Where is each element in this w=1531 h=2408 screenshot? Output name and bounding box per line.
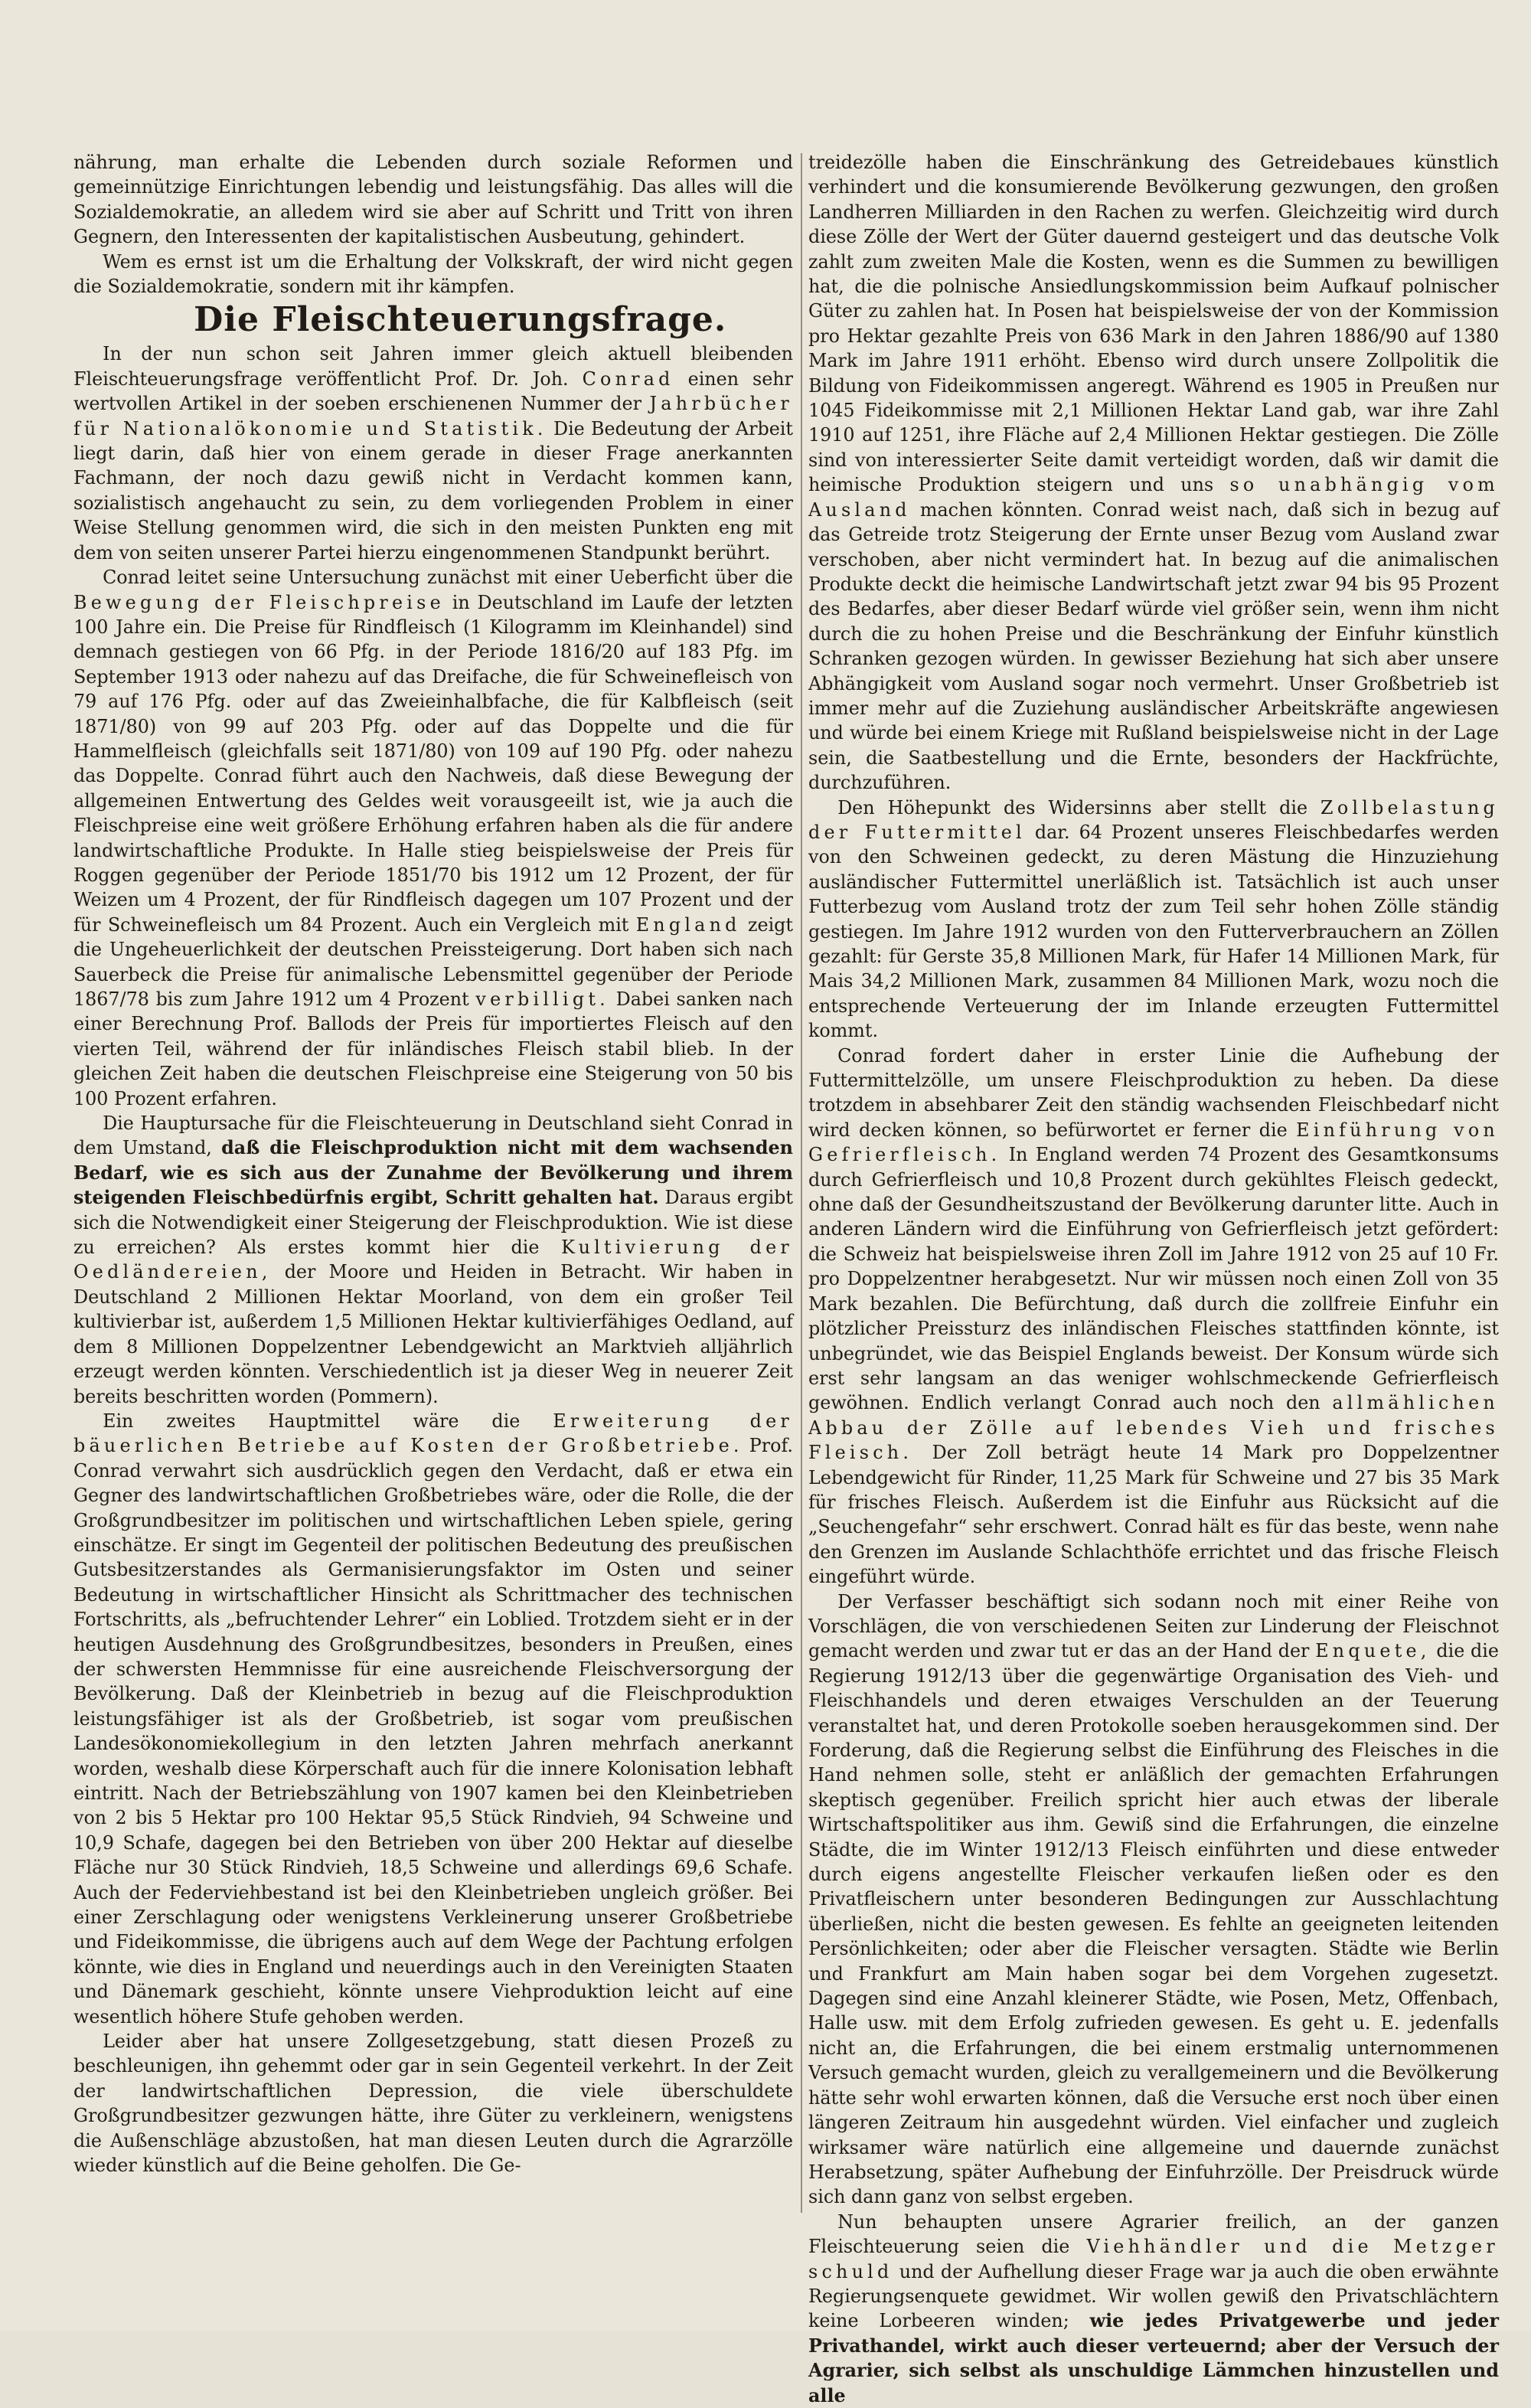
text: der Moore und Heiden in Betracht. Wir haben in Deutschland 2 Millionen Hektar Moorland, von dem ein großer Teil kultivierbar ist, außerdem 1,5 Millionen Hektar kultivierfähiges Oedland, auf dem 8 Millionen Doppelzentner Lebendgewicht an Marktvieh alljährlich erzeugt werden könnten. Verschiedentlich ist ja dieser Weg in neuerer Zeit bereits beschritten worden (Pommern). <box>73 1261 793 1407</box>
text: Prof. Conrad verwahrt sich ausdrücklich gegen den Verdacht, daß er etwa ein Gegner des landwirtschaftlichen Großbetriebes wäre, oder die Rolle, die der Großgrundbesitzer im politischen und wirtschaftlichen Leben spiele, gering einschätze. Er singt im Gegenteil der politischen Bedeutung des preußischen Gutsbesitzerstandes als Germanisierungsfaktor im Osten und seiner Bedeutung in wirtschaftlicher Hinsicht als Schrittmacher des technischen Fortschritts, als „befruchtender Lehrer“ ein Loblied. Trotzdem sieht er in der heutigen Ausdehnung des Großgrundbesitzes, besonders in Preußen, eines der schwersten Hemmnisse für eine ausreichende Fleischversorgung der Bevölkerung. Daß der Kleinbetrieb in bezug auf die Fleischproduktion leistungsfähiger ist als der Großbetrieb, ist sogar vom preußischen Landesökonomiekollegium in den letzten Jahren mehrfach anerkannt worden, weshalb diese Körperschaft auch für die innere Kolonisation lebhaft eintritt. Nach der Betriebszählung von 1907 kamen bei den Kleinbetrieben von 2 bis 5 Hektar pro 100 Hektar 95,5 Stück Rindvieh, 94 Schweine und 10,9 Schafe, dagegen bei den Betrieben von über 200 Hektar auf dieselbe Fläche nur 30 Stück Rindvieh, 18,5 Schweine und allerdings 69,6 Schafe. Auch der Federviehbestand ist bei den Kleinbetrieben ungleich größer. Bei einer Zerschlagung oder wenigstens Verkleinerung unserer Großbetriebe und Fideikommisse, die übrigens auch auf dem Wege der Pachtung erfolgen könnte, wie dies in England und neuerdings auch in den Vereinigten Staaten und Dänemark geschieht, könnte unsere Viehproduktion leicht auf eine wesentlich höhere Stufe gehoben werden. <box>73 1435 793 2027</box>
text: Conrad leitet seine Untersuchung zunächst mit einer Ueberficht über die <box>103 567 793 589</box>
text: In der nun schon seit Jahren immer gleich aktuell bleibenden Fleischteuerungsfrage veröffentlicht Prof. Dr. Joh. <box>73 343 793 390</box>
emphasis-spaced: verbilligt. <box>475 988 609 1010</box>
text: Ein zweites Hauptmittel wäre die <box>103 1410 521 1432</box>
right-column <box>808 150 1499 2408</box>
article-headline: Die Fleischteuerungsfrage. <box>194 300 727 340</box>
emphasis-spaced: allmählichen Abbau der Zölle auf lebendes Vieh und frisches Fleisch. <box>808 1392 1499 1464</box>
author-name: Conrad <box>582 368 674 390</box>
text: Die Bedeutung der Arbeit liegt darin, daß hier von einem gerade in dieser Frage anerkannten Fachmann, der noch dazu gewiß nicht in Verdacht kommen kann, sozialistisch angehaucht zu sein, zu dem vorliegenden Problem in einer Weise Stellung genommen wird, die sich in den meisten Punkten eng mit dem von seiten unserer Partei hierzu eingenommenen Standpunkt berührt. <box>73 417 793 564</box>
text: Daraus ergibt sich die Notwendigkeit einer Steigerung der Fleischproduktion. Wie ist diese zu erreichen? Als erstes kommt hier die <box>73 1187 793 1259</box>
emphasis-spaced: so unabhängig vom Ausland <box>808 474 1499 521</box>
paragraph <box>73 1111 793 1409</box>
column-divider <box>801 153 802 2213</box>
text: die die Regierung 1912/13 über die gegenwärtige Organisation des Vieh- und Fleischhandels und deren etwaiges Verschulden an der Teuerung veranstaltet hat, und deren Protokolle soeben herausgekommen sind. Der Forderung, daß die Regierung selbst die Einführung des Fleisches in die Hand nehmen solle, steht er anläßlich der gemachten Erfahrungen skeptisch gegenüber. Freilich spricht hier auch etwas der liberale Wirtschaftspolitiker aus ihm. Gewiß sind die Erfahrungen, die einzelne Städte, die im Winter 1912/13 Fleisch einführten und diese entweder durch eigens angestellte Fleischer verkaufen ließen oder es den Privatfleischern unter besonderen Bedingungen zur Ausschlachtung überließen, nicht die besten gewesen. Es fehlte an geeigneten leitenden Persönlichkeiten; oder aber die Fleischer versagten. Städte wie Berlin und Frankfurt am Main haben sogar bei dem Vorgehen zugesetzt. Dagegen sind eine Anzahl kleinerer Städte, wie Posen, Metz, Offenbach, Halle usw. mit dem Erfolg zufrieden gewesen. Es geht u. E. jedenfalls nicht an, die Erfahrungen, die bei einem erstmalig unternommenen Versuch gemacht wurden, gleich zu verallgemeinern und die Bevölkerung hätte sehr wohl erwarten können, daß die Versuche erst noch über einen längeren Zeitraum hin ausgedehnt würden. Viel einfacher und zugleich wirksamer wäre natürlich eine allgemeine und dauernde zunächst Herabsetzung, später Aufhebung der Einfuhrzölle. Der Preisdruck würde sich dann ganz von selbst ergeben. <box>808 1640 1499 2208</box>
emphasis-spaced: Enquete, <box>1315 1640 1431 1662</box>
emphasis-spaced: Bewegung der Fleischpreise <box>73 591 445 613</box>
text: Den Höhepunkt des Widersinns aber stellt die <box>837 796 1308 818</box>
paragraph: nährung, man erhalte die Lebenden durch soziale Reformen und gemeinnützige Einrichtungen lebendig und leistungsfähig. Das alles will die Sozialdemokratie, an alledem wird sie aber auf Schritt und Tritt von ihren Gegnern, den Interessenten der kapitalistischen Ausbeutung, gehindert. <box>73 152 793 248</box>
text: Nun behaupten unsere Agrarier freilich, an der ganzen Fleischteuerung seien die <box>808 2210 1499 2258</box>
paragraph <box>73 1409 793 2029</box>
text: Die Hauptursache für die Fleischteuerung in Deutschland sieht Conrad in dem Umstand, <box>73 1113 793 1159</box>
paragraph: Wem es ernst ist um die Erhaltung der Volkskraft, der wird nicht gegen die Sozialdemokratie, sondern mit ihr kämpfen. <box>73 250 793 298</box>
text: einen sehr wertvollen Artikel in der soeben erschienenen Nummer der <box>73 368 793 415</box>
text: und der Aufhellung dieser Frage war ja auch die oben erwähnte Regierungsenquete gewidmet. Wir wollen gewiß den Privatschlächtern keine Lorbeeren winden; <box>808 2260 1499 2332</box>
text: Dabei sanken nach einer Berechnung Prof. Ballods der Preis für importiertes Fleisch auf den vierten Teil, während der für inländisches Fleisch stabil blieb. In der gleichen Zeit haben die deutschen Fleischpreise eine Steigerung von 50 bis 100 Prozent erfahren. <box>73 988 793 1109</box>
paragraph <box>808 150 1499 796</box>
text: Conrad fordert daher in erster Linie die Aufhebung der Futtermittelzölle, um unsere Fleischproduktion zu heben. Da diese trotzdem in absehbarer Zeit den ständig wachsenden Fleischbedarf nicht wird decken können, so befürwortet er ferner die <box>808 1044 1499 1141</box>
emphasis-spaced: Erweiterung der bäuerlichen Betriebe auf Kosten der Großbetriebe. <box>73 1410 793 1457</box>
text: in Deutschland im Laufe der letzten 100 Jahre ein. Die Preise für Rindfleisch (1 Kilogramm im Kleinhandel) sind demnach gestiegen von 66 Pfg. in der Periode 1816/20 auf 183 Pfg. im September 1913 oder nahezu auf das Dreifache, die für Schweinefleisch von 79 auf 176 Pfg. oder auf das Zweieinhalbfache, die für Kalbfleisch (seit 1871/80) von 99 auf 203 Pfg. oder auf das Doppelte und die für Hammelfleisch (gleichfalls seit 1871/80) von 109 auf 190 Pfg. oder nahezu das Doppelte. Conrad führt auch den Nachweis, daß diese Bewegung der allgemeinen Entwertung des Geldes weit vorausgeeilt ist, wie ja auch die Fleischpreise eine weit größere Erhöhung erfahren haben als die für andere landwirtschaftliche Produkte. In Halle stieg beispielsweise der Preis für Roggen gegenüber der Periode 1851/70 bis 1912 um 12 Prozent, der für Weizen um 4 Prozent, der für Rindfleisch dagegen um 107 Prozent und der für Schweinefleisch um 84 Prozent. Auch ein Vergleich mit <box>73 591 793 936</box>
text: In England werden 74 Prozent des Gesamtkonsums durch Gefrierfleisch und 10,8 Prozent durch gekühltes Fleisch gedeckt, ohne daß der Gesundheitszustand der Bevölkerung darunter litte. Auch in anderen Ländern wird die Einführung von Gefrierfleisch jetzt gefördert: die Schweiz hat beispielsweise ihren Zoll im Jahre 1912 von 25 auf 10 Fr. pro Doppelzentner herabgesetzt. Nur wir müssen noch einen Zoll von 35 Mark bezahlen. Die Befürchtung, daß durch die zollfreie Einfuhr ein plötzlicher Preissturz des inländischen Fleisches stattfinden könnte, ist unbegründet, wie das Beispiel Englands beweist. Der Konsum würde sich erst sehr langsam an das weniger wohlschmeckende Gefrierfleisch gewöhnen. Endlich verlangt Conrad auch noch den <box>808 1144 1499 1414</box>
text: zeigt die Ungeheuerlichkeit der deutschen Preissteigerung. Dort haben sich nach Sauerbeck die Preise für animalische Lebensmittel gegenüber der Periode 1867/78 bis zum Jahre 1912 um 4 Prozent <box>73 913 793 1010</box>
paragraph <box>808 1590 1499 2210</box>
emphasis-spaced: Viehhändler und die Metzger schuld <box>808 2236 1499 2282</box>
text: treidezölle haben die Einschränkung des Getreidebaues künstlich verhindert und die konsumierende Bevölkerung gezwungen, den großen Landherren Milliarden in den Rachen zu werfen. Gleichzeitig wird durch diese Zölle der Wert der Güter dauernd gesteigert und das deutsche Volk zahlt zum zweiten Male die Kosten, wenn es die Summen zu bewilligen hat, die die polnische Ansiedlungskommission beim Aufkauf polnischer Güter zu zahlen hat. In Posen hat beispielsweise der von der Kommission pro Hektar gezahlte Preis von 636 Mark in den Jahren 1886/90 auf 1380 Mark im Jahre 1911 erhöht. Ebenso wird durch unsere Zollpolitik die Bildung von Fideikommissen angeregt. Während es 1905 in Preußen nur 1045 Fideikommisse mit 2,1 Millionen Hektar Land gab, war ihre Zahl 1910 auf 1251, ihre Fläche auf 2,4 Millionen Hektar gestiegen. Die Zölle sind von interessierter Seite damit verteidigt worden, daß wir damit die heimische Produktion steigern und uns <box>808 152 1499 496</box>
text: Der Zoll beträgt heute 14 Mark pro Doppelzentner Lebendgewicht für Rinder, 11,25 Mark für Schweine und 27 bis 35 Mark für frisches Fleisch. Außerdem ist die Einfuhr aus Rücksicht auf die „Seuchengefahr“ sehr erschwert. Conrad hält es für das beste, wenn nahe den Grenzen im Auslande Schlachthöfe errichtet und das frische Fleisch eingeführt würde. <box>808 1442 1499 1588</box>
paragraph: Leider aber hat unsere Zollgesetzgebung, statt diesen Prozeß zu beschleunigen, ihn gehemmt oder gar in sein Gegenteil verkehrt. In der Zeit der landwirtschaftlichen Depression, die viele überschuldete Großgrundbesitzer gezwungen hätte, ihre Güter zu verkleinern, wenigstens die Außenschläge abzustoßen, hat man diesen Leuten durch die Agrarzölle wieder künstlich auf die Beine geholfen. Die Ge- <box>73 2031 793 2177</box>
emphasis-spaced: England <box>635 913 741 936</box>
text: dar. 64 Prozent unseres Fleischbedarfes werden von den Schweinen gedeckt, zu deren Mästung die Hinzuziehung ausländischer Futtermittel unerläßlich ist. Tatsächlich ist auch unser Futterbezug vom Ausland trotz der zum Teil sehr hohen Zölle ständig gestiegen. Im Jahre 1912 wurden von den Futterverbrauchern an Zöllen gezahlt: für Gerste 35,8 Millionen Mark, für Hafer 14 Millionen Mark, für Mais 34,2 Millionen Mark, zusammen 84 Millionen Mark, wozu noch die entsprechende Verteuerung der im Inlande erzeugten Futtermittel kommt. <box>808 821 1499 1042</box>
text: machen könnten. Conrad weist nach, daß sich in bezug auf das Getreide trotz Steigerung der Ernte unser Bezug vom Ausland zwar verschoben, aber nicht vermindert hat. In bezug auf die animalischen Produkte deckt die heimische Landwirtschaft jetzt zwar 94 bis 95 Prozent des Bedarfes, aber dieser Bedarf würde viel größer sein, wenn ihm nicht durch die zu hohen Preise und die Beschränkung der Einfuhr künstlich Schranken gezogen würden. In gewisser Beziehung hat sich aber unsere Abhängigkeit vom Ausland sogar noch vermehrt. Unser Großbetrieb ist immer mehr auf die Zuziehung ausländischer Arbeitskräfte angewiesen und würde bei einem Kriege mit Rußland beispielsweise nicht in der Lage sein, die Saatbestellung und die Ernte, besonders der Hackfrüchte, durchzuführen. <box>808 498 1499 794</box>
left-column <box>73 150 793 2178</box>
paragraph <box>808 1044 1499 1590</box>
journal-name: Jahrbücher für Nationalökonomie und Statistik. <box>73 393 793 439</box>
paragraph <box>808 2210 1499 2408</box>
emphasis-bold: wie jedes Privatgewerbe und jeder Privathandel, wirkt auch dieser verteuernd; aber der Versuch der Agrarier, sich selbst als unschuldige Lämmchen hinzustellen und alle <box>808 2310 1499 2406</box>
text: Der Verfasser beschäftigt sich sodann noch mit einer Reihe von Vorschlägen, die von verschiedenen Seiten zur Linderung der Fleischnot gemacht werden und zwar tut er das an der Hand der <box>808 1590 1499 1662</box>
paragraph <box>73 565 793 1111</box>
emphasis-spaced: Zollbelastung der Futtermittel <box>808 796 1499 843</box>
emphasis-spaced: Kultivierung der Oedländereien, <box>73 1237 793 1283</box>
emphasis-bold: daß die Fleischproduktion nicht mit dem wachsenden Bedarf, wie es sich aus der Zunahme der Bevölkerung und ihrem steigenden Fleischbedürfnis ergibt, Schritt gehalten hat. <box>73 1137 793 1209</box>
emphasis-spaced: Einführung von Gefrierfleisch. <box>808 1119 1499 1166</box>
paragraph <box>73 341 793 565</box>
paragraph <box>808 796 1499 1044</box>
